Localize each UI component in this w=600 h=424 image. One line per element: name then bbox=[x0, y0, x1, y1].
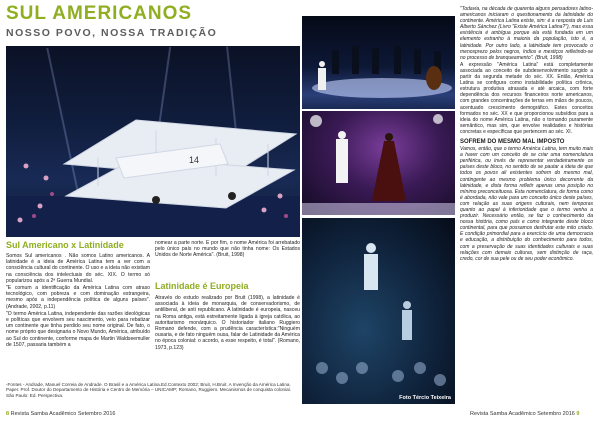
orchestra-silhouettes bbox=[302, 16, 455, 109]
orchestra-stage-photo bbox=[302, 16, 455, 109]
photo-credit: Foto Tércio Teixeira bbox=[399, 395, 451, 401]
performers-stage-photo bbox=[302, 218, 455, 404]
performers-silhouettes bbox=[302, 218, 455, 404]
left-paragraph-1: Somos Sul americanos . Não somos Latino americanos. A latinidade é a ideia de América Latina tem a ver com a consciência cultural do continente. O uso e a ideia não existiam na consciência dos intelectuais do séc. XIX. O termo só popularizou após a 2ª Guerra Mundial. bbox=[6, 253, 150, 284]
dancer-silhouettes bbox=[302, 111, 455, 215]
right-column-text bbox=[460, 6, 593, 263]
left-column-text bbox=[6, 253, 150, 349]
right-quote: "Todavia, na década de quarenta alguns pensadores latino-americanos iniciaram o questionamento da latinidade do continente. América Latina existe, sim: é a resposta de Luis Alberto Sánchez (Livro "Existe América Latina?"), mas essa existência é ambígua porque ela está fundada em um elemento estranho à maioria da população, isto é, a latinidade. Por outro lado, a latinidade tem provocado o menosprezo pelos negros, índios e mestiços refletindo-se no processo de branqueamento". (Bruit, 1998) bbox=[460, 6, 593, 61]
middle-intro: nomear a parte norte. E por fim, o nome América foi arrebatado pelo único país no mundo que não tinha nome: Os Estados Unidos de Norte América". (Bruit, 1998) bbox=[155, 240, 300, 259]
footer-left bbox=[6, 411, 115, 417]
dancer-stage-photo bbox=[302, 111, 455, 215]
footer-right bbox=[470, 411, 579, 417]
page-number-left: 8 bbox=[6, 411, 10, 417]
middle-column-body bbox=[155, 295, 300, 352]
section-heading-mesmo-mal: SOFREM DO MESMO MAL IMPOSTO bbox=[460, 138, 565, 145]
sources-footnote: -Fontes - Andrade, Manuel Correia de Andrade. O Brasil e a América Latina.Ed.Contexto 2002; Bruit, H.Bruit. A Invenção da América Latina. Paper. Prof. Doutor do Departamento de História e Centro de Memória – UNICAMP; Romano, Ruggiero. Mecanismos de conquista colonial. São Paulo: Ed. Perspectiva. bbox=[6, 382, 291, 398]
svg-text:14: 14 bbox=[189, 155, 200, 165]
footer-left-text: Revista Samba Acadêmico Setembro 2016 bbox=[10, 411, 116, 417]
middle-column-text bbox=[155, 240, 300, 260]
section-heading-latinidade: Sul Americano x Latinidade bbox=[6, 240, 124, 250]
section-heading-europeia: Latinidade é Europeia bbox=[155, 281, 249, 291]
left-paragraph-3: "O termo América Latina, independente das razões ideológicas e políticas que envolvem seu nascimento, veio para rebatizar um continente que tinha perdido seu nome original. De fato, o nome próprio que designaria o Novo Mundo, América, atribuído ao Sul do continente, conforme mapa de Martin Waldseemuller de 1507, passaria também a bbox=[6, 310, 150, 348]
page-number-right: 9 bbox=[576, 411, 580, 417]
page-subtitle: NOSSO POVO, NOSSA TRADIÇÃO bbox=[6, 27, 218, 39]
right-paragraph: A expressão "América Latina" está completamente associada ao conceito de subdesenvolvimento surgido a partir da segunda metade do séc. XX. Então, América Latina se configura como instabilidade política crônica, estrutura produtiva atrasada e até arcaica, com forte dependência dos recursos financeiros norte americanos, com grandes concentrações de terras em mãos de poucos, acentuado crescimento demográfico. Estes conceitos formados no séc. XX e que proporcionou subsídios para a ideia do nome América Latina, não o tornando puramente semântico, mas sim, que envolve realidades e histórias concretas e específicas que pertencem ao séc. XI. bbox=[460, 61, 593, 135]
right-quote-2: Vamos, então, que o termo América Latina, tem muito mais a haver com um conceito de se criar uma nomenclatura periférica, ou invés de representar verdadeiramente os países deste bloco, no sentido de se pautar a ideia de que todos os povos ali existentes sofrem do mesmo mal, contingente ao mesmo problema único decorrente da latinidade, e dista forma refletir apenas uma posição no mínimo preconceituosa. Esta nomenclatura, de forma como é abordada, não vale para um conceito único deste países, com relação as suas origens culturais, nem temporas quanto ao papel à inferioridade que o termo venha a produzir. Necessário então, se faz o conhecimento da nossa história, como país e como integrante deste bloco continental, para que possamos desfrutar este mito criado. E condição primordial para a exercício de uma democracia e educação, a distribuição do conhecimento para todos, com a preservação de suas identidades culturais e suas relações com demais culturas, sem distinção de raça, credo, cor de sua pele ou de seu poder econômico. bbox=[460, 146, 593, 262]
airplane-show-photo bbox=[6, 46, 300, 237]
left-paragraph-2: "E comum a identificação da América Latina com atraso tecnológico, com pobreza e com dominação estrangeira, mesmo após a independência política de alguns países". (Andrade, 2002, p.11) bbox=[6, 285, 150, 310]
biplane-illustration bbox=[6, 46, 300, 237]
page-title: SUL AMERICANOS bbox=[6, 3, 193, 24]
footer-right-text: Revista Samba Acadêmico Setembro 2016 bbox=[470, 411, 575, 417]
middle-paragraph-1: Através do estudo realizado por Bruit (1998), a latinidade é associada à ideia de monarquia, de conservadorismo, de antiliberal, de anti republicano. A latinidade é europeia, nasceu na Roma antiga, está estreitamente ligada à igreja católica, ao autoritarismo monárquico. O historiador italiano Ruggiero Romano defende, com a prudência característica:"Ninguém ousaria, e de fato ninguém ousa, falar de Latinidade da América no época colonial: o acordo, a esse respeito, é total". (Romano, 1973, p.123) bbox=[155, 295, 300, 351]
